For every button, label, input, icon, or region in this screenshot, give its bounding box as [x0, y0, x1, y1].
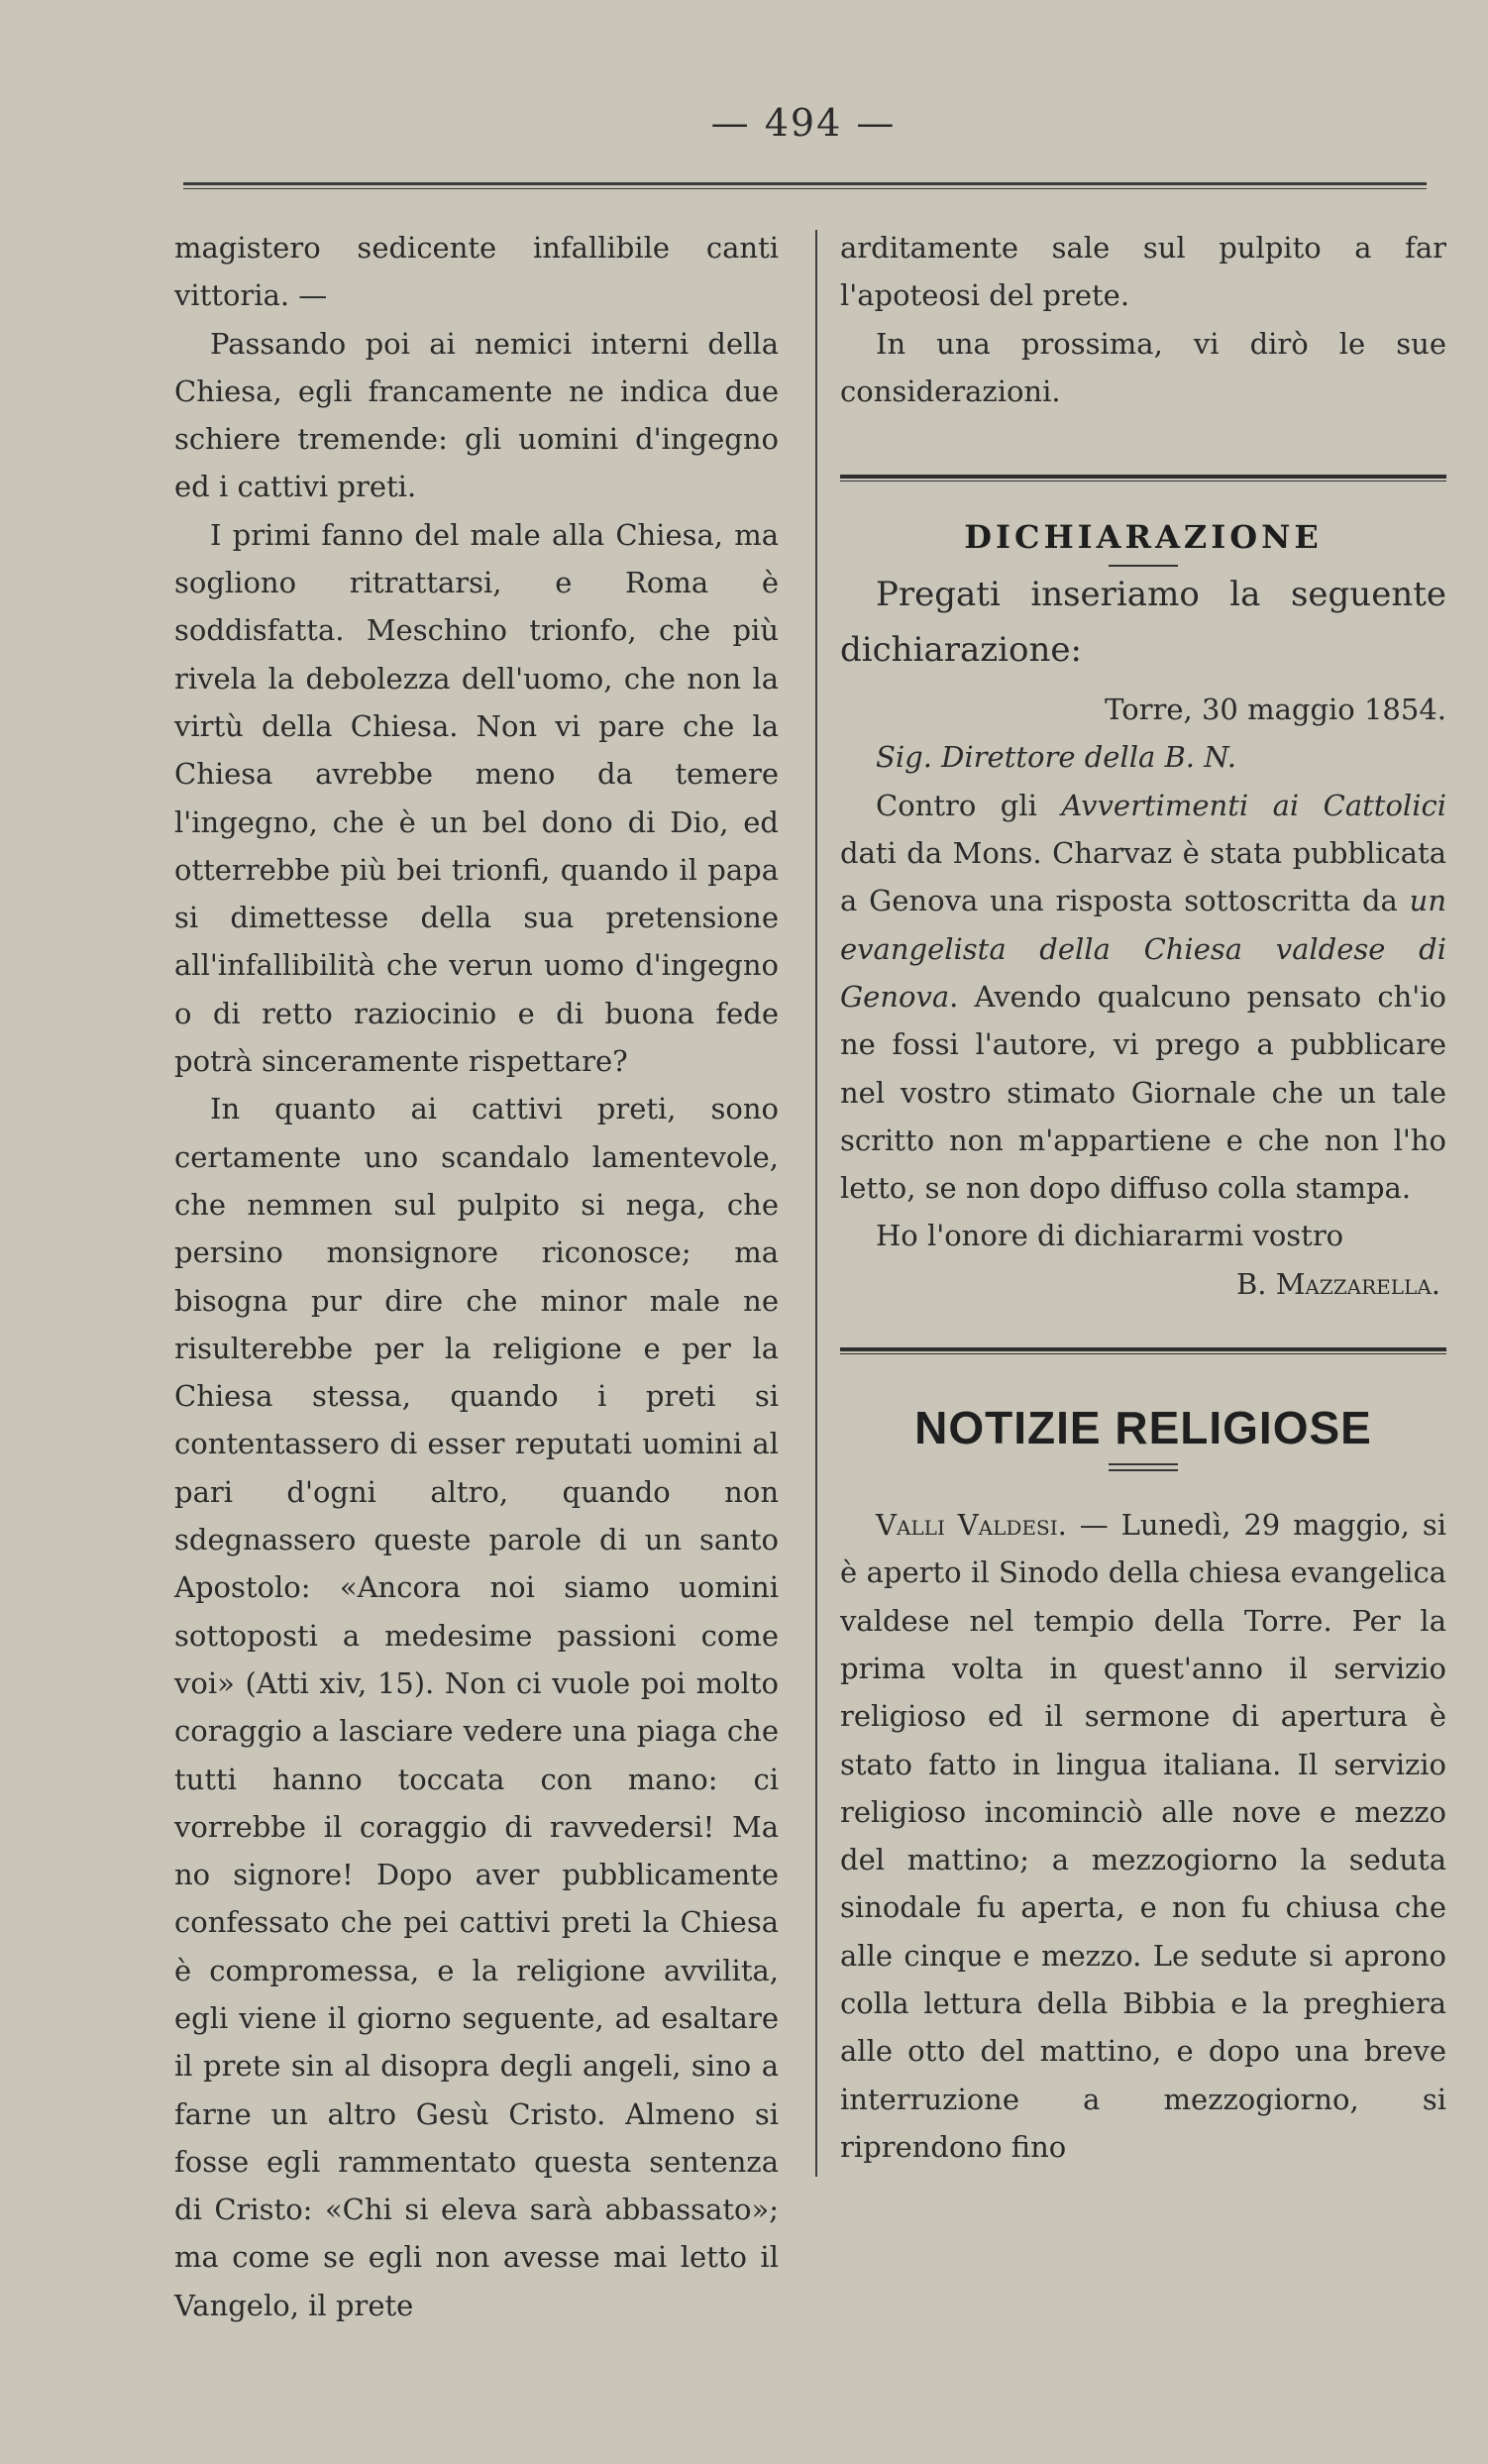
dichiarazione-intro: Pregati inseriamo la seguente dichiarazione:: [840, 575, 1446, 671]
column-divider: [815, 230, 817, 2177]
closing: Ho l'onore di dichiararmi vostro: [876, 1219, 1344, 1253]
signature: B. Mazzarella.: [1235, 1266, 1440, 1301]
dichiarazione-body: [840, 782, 1446, 1213]
left-column: [174, 224, 779, 2329]
left-paragraph: I primi fanno del male alla Chiesa, ma sogliono ritrattarsi, e Roma è soddisfatta. Meschino trionfo, che più rivela la debolezza dell'uomo, che non la virtù della Chiesa. Non vi pare che la Chiesa avrebbe meno da temere l'ingegno, che è un bel dono di Dio, ed otterrebbe più bei trionfi, quando il papa si dimettesse della sua pretensione all'infallibilità che verun uomo d'ingegno o di retto raziocinio e di buona fede potrà sinceramente rispettare?: [174, 517, 779, 1079]
left-paragraph: Passando poi ai nemici interni della Chiesa, egli francamente ne indica due schiere tremende: gli uomini d'ingegno ed i cattivi preti.: [174, 326, 779, 504]
left-paragraph: In quanto ai cattivi preti, sono certamente uno scandalo lamentevole, che nemmen sul pulpito si nega, che persino monsignore riconosce; ma bisogna pur dire che minor male ne risulterebbe per la religione e per la Chiesa stessa, quando i preti si contentassero di esser reputati uomini al pari d'ogni altro, quando non sdegnassero queste parole di un santo Apostolo: «Ancora noi siamo uomini sottoposti a medesime passioni come voi» (Atti xiv, 15). Non ci vuole poi molto coraggio a lasciare vedere una piaga che tutti hanno toccata con mano: ci vorrebbe il coraggio di ravvedersi! Ma no signore! Dopo aver pubblicamente confessato che pei cattivi preti la Chiesa è compromessa, e la religione avvilita, egli viene il giorno seguente, ad esaltare il prete sin al disopra degli angeli, sino a farne un altro Gesù Cristo. Almeno si fosse egli rammentato questa sentenza di Cristo: «Chi si eleva sarà abbassato»; ma come se egli non avesse mai letto il Vangelo, il prete: [174, 1092, 779, 2322]
body-text: dati da Mons. Charvaz è stata pubblicata a Genova una risposta sottoscritta da: [840, 836, 1446, 918]
notizie-lead: Valli Valdesi.: [876, 1508, 1067, 1543]
body-italic: Avvertimenti ai Cattolici: [1061, 788, 1446, 822]
notizie-heading: NOTIZIE RELIGIOSE: [914, 1402, 1372, 1454]
right-paragraph: arditamente sale sul pulpito a far l'apoteosi del prete.: [840, 231, 1446, 313]
salutation: Sig. Direttore della B. N.: [876, 740, 1236, 775]
header-rule: [183, 182, 1427, 189]
right-column: [840, 224, 1446, 2171]
notizie-text: — Lunedì, 29 maggio, si è aperto il Sinodo della chiesa evangelica valdese nel tempio della Torre. Per la prima volta in quest'anno il servizio religioso ed il sermone di apertura è stato fatto in lingua italiana. Il servizio religioso incominciò alle nove e mezzo del mattino; a mezzogiorno la seduta sinodale fu aperta, e non fu chiusa che alle cinque e mezzo. Le sedute si aprono colla lettura della Bibbia e la preghiera alle otto del mattino, e dopo una breve interruzione a mezzogiorno, si riprendono fino: [840, 1508, 1446, 2164]
place-date: Torre, 30 maggio 1854.: [1105, 693, 1446, 727]
heading-double-underline: [1109, 1463, 1178, 1471]
body-text: Contro gli: [876, 788, 1062, 822]
body-text: . Avendo qualcuno pensato ch'io ne fossi l'autore, vi prego a pubblicare nel vostro stimato Giornale che un tale scritto non m'appartiene e che non l'ho letto, se non dopo diffuso colla stampa.: [840, 979, 1446, 1206]
page-number: — 494 —: [710, 101, 897, 145]
notizie-paragraph: [840, 1501, 1446, 2171]
dichiarazione-heading: DICHIARAZIONE: [964, 518, 1323, 557]
section-rule: [840, 1347, 1446, 1354]
body-italic: un evangelista della Chiesa valdese di Genova: [840, 884, 1446, 1014]
left-paragraph: magistero sedicente infallibile canti vittoria. —: [174, 231, 779, 313]
section-rule: [840, 475, 1446, 482]
right-paragraph: In una prossima, vi dirò le sue considerazioni.: [840, 326, 1446, 408]
